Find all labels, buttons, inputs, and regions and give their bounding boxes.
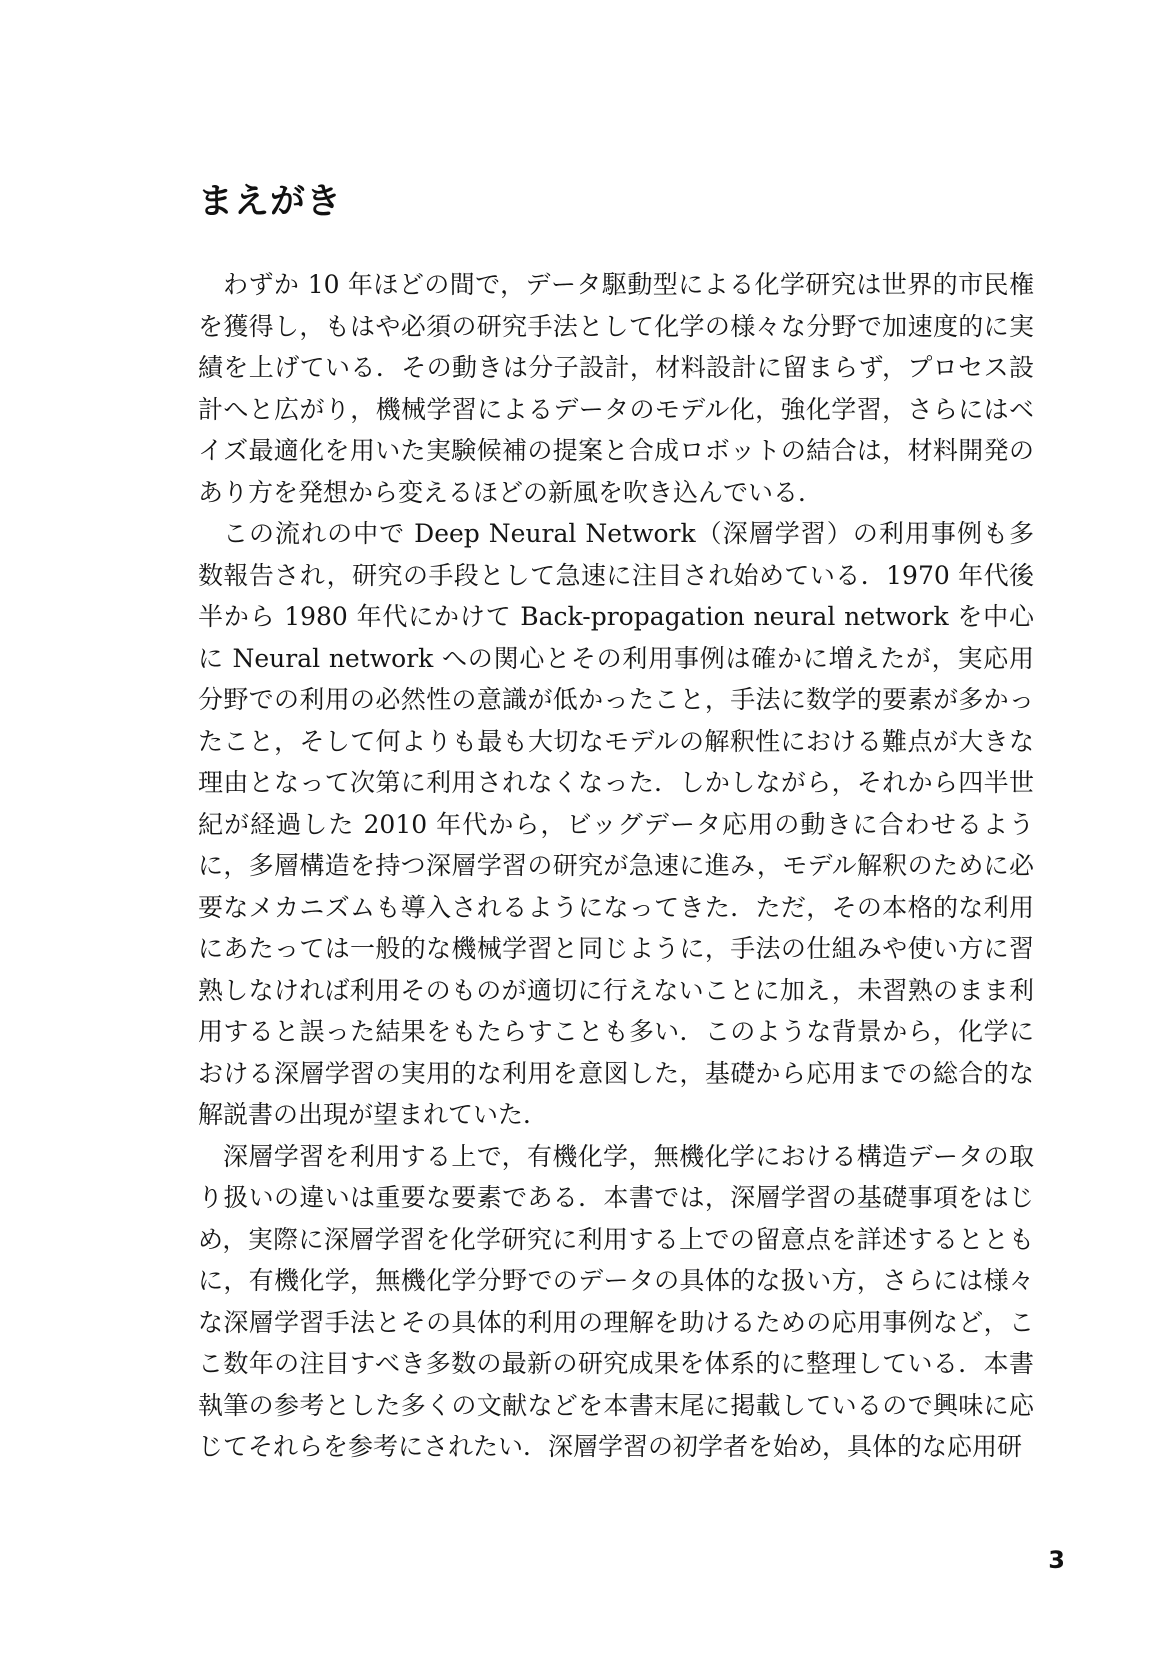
body-text xyxy=(198,264,1034,1468)
paragraph-1: わずか 10 年ほどの間で，データ駆動型による化学研究は世界的市民権を獲得し，もはや必須の研究手法として化学の様々な分野で加速度的に実績を上げている．その動きは分子設計，材料設計に留まらず，プロセス設計へと広がり，機械学習によるデータのモデル化，強化学習，さらにはベイズ最適化を用いた実験候補の提案と合成ロボットの結合は，材料開発のあり方を発想から変えるほどの新風を吹き込んでいる． xyxy=(198,270,1034,507)
paragraph-3: 深層学習を利用する上で，有機化学，無機化学における構造データの取り扱いの違いは重要な要素である．本書では，深層学習の基礎事項をはじめ，実際に深層学習を化学研究に利用する上での留意点を詳述するとともに，有機化学，無機化学分野でのデータの具体的な扱い方，さらには様々な深層学習手法とその具体的利用の理解を助けるための応用事例など，ここ数年の注目すべき多数の最新の研究成果を体系的に整理している．本書執筆の参考とした多くの文献などを本書末尾に掲載しているので興味に応じてそれらを参考にされたい．深層学習の初学者を始め，具体的な応用研 xyxy=(198,1141,1034,1461)
page-title: まえがき xyxy=(198,182,343,222)
paragraph-2: この流れの中で Deep Neural Network（深層学習）の利用事例も多数報告され，研究の手段として急速に注目され始めている．1970 年代後半から 1980 年代にかけて Back-propagation neural network を中心に Neural network への関心とその利用事例は確かに増えたが，実応用分野での利用の必然性の意識が低かったこと，手法に数学的要素が多かったこと，そして何よりも最も大切なモデルの解釈性における難点が大きな理由となって次第に利用されなくなった．しかしながら，それから四半世紀が経過した 2010 年代から，ビッグデータ応用の動きに合わせるように，多層構造を持つ深層学習の研究が急速に進み，モデル解釈のために必要なメカニズムも導入されるようになってきた．ただ，その本格的な利用にあたっては一般的な機械学習と同じように，手法の仕組みや使い方に習熟しなければ利用そのものが適切に行えないことに加え，未習熟のまま利用すると誤った結果をもたらすことも多い．このような背景から，化学における深層学習の実用的な利用を意図した，基礎から応用までの総合的な解説書の出現が望まれていた． xyxy=(198,519,1034,1129)
page-number: 3 xyxy=(1048,1546,1065,1574)
